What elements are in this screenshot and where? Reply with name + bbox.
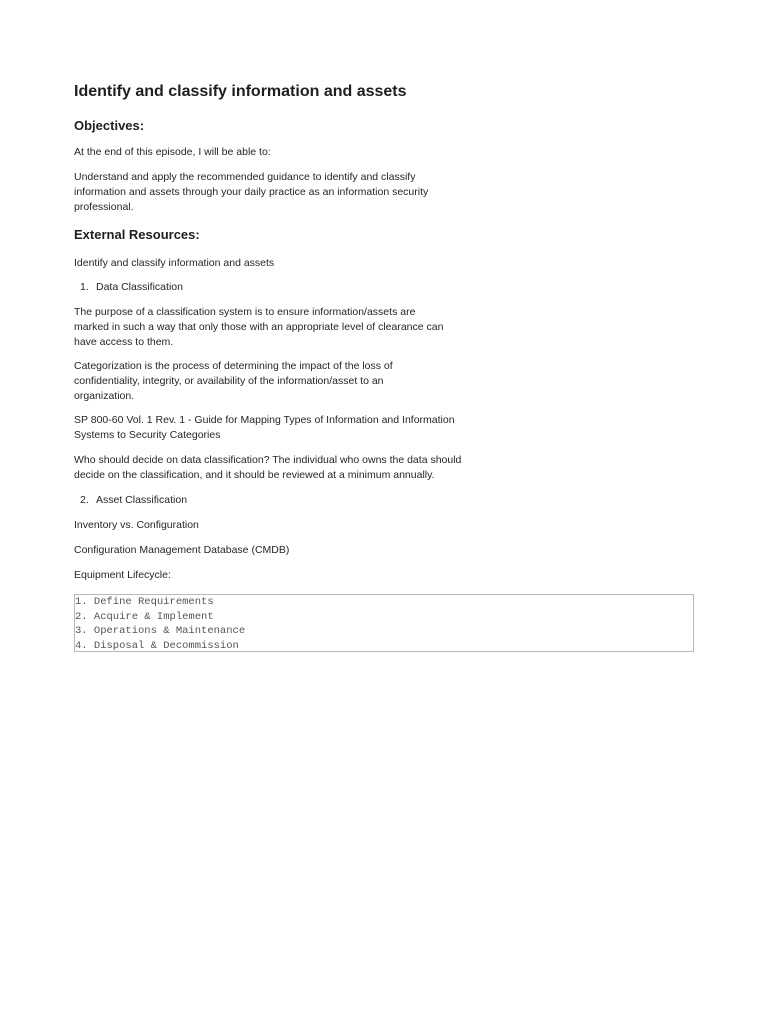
who-decides-paragraph	[74, 453, 461, 483]
external-resources-heading: External Resources:	[74, 227, 200, 242]
categorization-paragraph	[74, 359, 393, 404]
external-intro-line: Identify and classify information and assets	[74, 257, 275, 269]
objectives-intro	[74, 145, 271, 160]
inventory-paragraph	[74, 518, 199, 533]
list-number: 1.	[80, 281, 89, 293]
sp-800-60-paragraph	[74, 413, 455, 443]
inventory-line: Inventory vs. Configuration	[74, 519, 199, 531]
objectives-line-2: information and assets through your daily practice as an information security	[74, 186, 429, 198]
purpose-line-2: marked in such a way that only those with an appropriate level of clearance can	[74, 321, 444, 333]
code-line: 4. Disposal & Decommission	[75, 639, 239, 652]
objectives-line-1: Understand and apply the recommended guidance to identify and classify	[74, 171, 416, 183]
objectives-line-3: professional.	[74, 201, 134, 213]
sp-line-2: Systems to Security Categories	[74, 429, 221, 441]
list-item-label: Data Classification	[96, 281, 183, 293]
list-number: 2.	[80, 494, 89, 506]
purpose-paragraph	[74, 305, 443, 350]
code-line: 2. Acquire & Implement	[75, 610, 214, 623]
code-line: 3. Operations & Maintenance	[75, 625, 246, 637]
cmdb-line: Configuration Management Database (CMDB)	[74, 544, 290, 556]
list-item-asset-classification	[80, 493, 187, 508]
categorization-line-3: organization.	[74, 390, 135, 402]
page-title: Identify and classify information and assets	[74, 83, 407, 100]
list-item-label: Asset Classification	[96, 494, 188, 506]
purpose-line-3: have access to them.	[74, 336, 174, 348]
sp-line-1: SP 800-60 Vol. 1 Rev. 1 - Guide for Mapping Types of Information and Information	[74, 414, 455, 426]
objectives-heading: Objectives:	[74, 118, 145, 133]
external-resources-intro	[74, 256, 274, 271]
lifecycle-heading-line: Equipment Lifecycle:	[74, 569, 171, 581]
list-item-data-classification	[80, 280, 183, 295]
equipment-lifecycle-label	[74, 568, 171, 583]
objectives-intro-line: At the end of this episode, I will be able to:	[74, 146, 271, 158]
categorization-line-2: confidentiality, integrity, or availability of the information/asset to an	[74, 375, 384, 387]
who-line-1: Who should decide on data classification? The individual who owns the data should	[74, 454, 462, 466]
lifecycle-code-block	[74, 594, 694, 652]
purpose-line-1: The purpose of a classification system is to ensure information/assets are	[74, 306, 416, 318]
objectives-paragraph	[74, 170, 428, 215]
who-line-2: decide on the classification, and it should be reviewed at a minimum annually.	[74, 469, 435, 481]
code-line: 1. Define Requirements	[75, 596, 214, 608]
categorization-line-1: Categorization is the process of determining the impact of the loss of	[74, 360, 393, 372]
cmdb-paragraph	[74, 543, 289, 558]
